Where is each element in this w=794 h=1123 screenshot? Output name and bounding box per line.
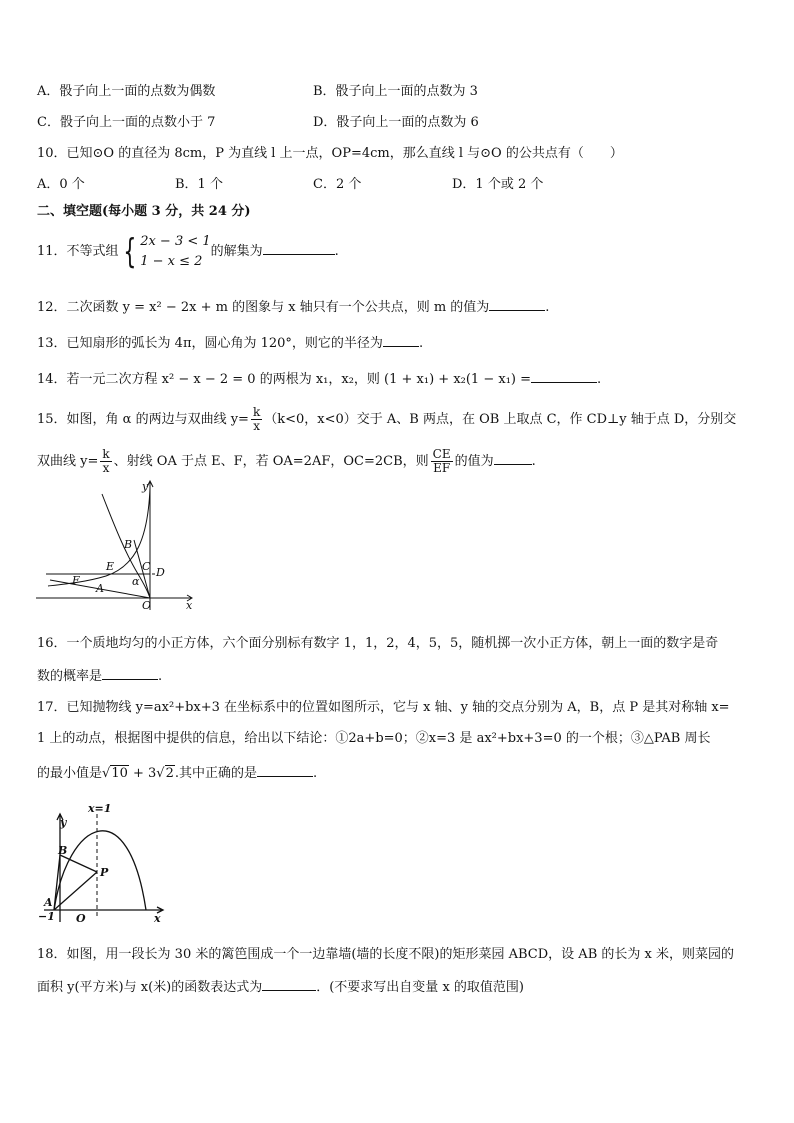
fig15-label-a: A bbox=[96, 582, 104, 595]
q15-fraction-k-x-2: $\frac{k}{x}$ bbox=[102, 447, 110, 475]
q17-sqrt-2: 2 bbox=[165, 766, 174, 781]
q10-option-a: A．0 个 bbox=[37, 177, 85, 192]
q12: 12．二次函数 y = x² − 2x + m 的图象与 x 轴只有一个公共点，则 m 的值为 . bbox=[37, 296, 549, 318]
fig15-label-d: D bbox=[156, 566, 165, 579]
q15-text-2b: 、射线 OA 于点 E、F，若 OA=2AF，OC=2CB，则 bbox=[113, 454, 429, 469]
fig15-label-alpha: α bbox=[132, 575, 140, 588]
q15-text-1b: （k<0，x<0）交于 A、B 两点，在 OB 上取点 C，作 CD⊥y 轴于点 D，分别交 bbox=[264, 412, 737, 427]
q18-line2 bbox=[37, 976, 524, 998]
q15-answer-blank[interactable] bbox=[494, 450, 532, 465]
q13-text: 13．已知扇形的弧长为 4π，圆心角为 120°，则它的半径为 bbox=[37, 336, 383, 351]
fig17-label-x1: x=1 bbox=[88, 802, 112, 815]
q17-answer-blank[interactable] bbox=[257, 762, 313, 777]
fig17-label-b: B bbox=[58, 844, 68, 857]
q9-option-c: C．骰子向上一面的点数小于 7 bbox=[37, 115, 216, 130]
q15-text-2c: 的值为 bbox=[454, 454, 494, 469]
q18-text-2b: ．(不要求写出自变量 x 的取值范围) bbox=[316, 980, 524, 995]
q15-figure bbox=[36, 478, 200, 614]
q11: 11．不等式组 { 2x − 3 < 1 1 − x ≤ 2 的解集为 . bbox=[37, 231, 339, 272]
q16-answer-blank[interactable] bbox=[102, 665, 158, 680]
q15-text-1a: 15．如图，角 α 的两边与双曲线 y= bbox=[37, 412, 249, 427]
q11-row1: 2x − 3 < 1 bbox=[140, 233, 211, 249]
q17-figure bbox=[38, 800, 178, 924]
q15-line1 bbox=[37, 400, 736, 440]
section-heading: 二、填空题(每小题 3 分，共 24 分) bbox=[37, 204, 251, 219]
fig15-label-o: O bbox=[142, 599, 152, 612]
fig17-label-minus1: −1 bbox=[38, 910, 55, 923]
q10-option-d: D．1 个或 2 个 bbox=[452, 177, 544, 192]
q18-line1: 18．如图，用一段长为 30 米的篱笆围成一个一边靠墙(墙的长度不限)的矩形菜园 ABCD，设 AB 的长为 x 米，则菜园的 bbox=[37, 947, 734, 962]
q10-text: 10．已知⊙O 的直径为 8cm，P 为直线 l 上一点，OP=4cm，那么直线 l 与⊙O 的公共点有（ ） bbox=[37, 146, 623, 161]
q15-text-2a: 双曲线 y= bbox=[37, 454, 99, 469]
q17-plus-3: + 3 bbox=[133, 766, 157, 781]
q16-text-2: 数的概率是 bbox=[37, 669, 103, 684]
q17-sqrt-10: 10 bbox=[111, 766, 128, 781]
fig17-label-o: O bbox=[76, 912, 86, 924]
q11-post: 的解集为 bbox=[210, 244, 263, 259]
q17-line1: 17．已知抛物线 y=ax²+bx+3 在坐标系中的位置如图所示，它与 x 轴、y 轴的交点分别为 A，B，点 P 是其对称轴 x= bbox=[37, 700, 730, 715]
q11-pre: 11．不等式组 bbox=[37, 244, 119, 259]
q14: 14．若一元二次方程 x² − x − 2 = 0 的两根为 x₁，x₂，则 (1 + x₁) + x₂(1 − x₁) = . bbox=[37, 368, 601, 390]
fig17-label-y: y bbox=[60, 816, 67, 829]
q17-line3: 的最小值是√10 + 3√2.其中正确的是 . bbox=[37, 762, 317, 784]
q15-fraction-k-x: $\frac{k}{x}$ bbox=[252, 405, 261, 433]
q12-answer-blank[interactable] bbox=[489, 296, 545, 311]
q11-answer-blank[interactable] bbox=[263, 240, 335, 255]
q12-text: 12．二次函数 y = x² − 2x + m 的图象与 x 轴只有一个公共点，则 m 的值为 bbox=[37, 300, 490, 315]
q10-option-c: C．2 个 bbox=[313, 177, 362, 192]
fig15-label-e: E bbox=[106, 560, 115, 573]
fig15-label-f: F bbox=[72, 574, 80, 587]
q16-line2: 数的概率是 . bbox=[37, 665, 162, 687]
q9-option-a: A．骰子向上一面的点数为偶数 bbox=[37, 84, 216, 99]
q11-system: { 2x − 3 < 1 1 − x ≤ 2 bbox=[122, 231, 211, 272]
q9-option-d: D．骰子向上一面的点数为 6 bbox=[313, 115, 479, 130]
q15-fraction-ce-ef: $\frac{CE}{EF}$ bbox=[432, 447, 451, 475]
q13-answer-blank[interactable] bbox=[383, 332, 419, 347]
fig15-label-c: C bbox=[142, 560, 151, 573]
q18-text-2a: 面积 y(平方米)与 x(米)的函数表达式为 bbox=[37, 980, 263, 995]
fig15-label-y: y bbox=[142, 480, 149, 493]
q14-answer-blank[interactable] bbox=[531, 368, 597, 383]
q17-line2: 1 上的动点，根据图中提供的信息，给出以下结论：①2a+b=0；②x=3 是 ax²+bx+3=0 的一个根；③△PAB 周长 bbox=[37, 731, 711, 746]
q15-line2: 双曲线 y= $\frac{k}{x}$ 、射线 OA 于点 E、F，若 OA=2AF，OC=2CB，则 $\frac{CE}{EF}$ 的值为 . bbox=[37, 447, 536, 475]
fig17-label-a: A bbox=[44, 896, 53, 909]
q14-text: 14．若一元二次方程 x² − x − 2 = 0 的两根为 x₁，x₂，则 (1 + x₁) + x₂(1 − x₁) = bbox=[37, 372, 532, 387]
q17-text-3b: .其中正确的是 bbox=[174, 766, 258, 781]
fig17-label-p: P bbox=[100, 866, 109, 879]
fig15-label-x: x bbox=[186, 599, 193, 612]
q18-answer-blank[interactable] bbox=[262, 976, 316, 991]
q13: 13．已知扇形的弧长为 4π，圆心角为 120°，则它的半径为 . bbox=[37, 332, 423, 354]
q16-line1: 16．一个质地均匀的小正方体，六个面分别标有数字 1，1，2，4，5，5，随机掷一次小正方体，朝上一面的数字是奇 bbox=[37, 636, 719, 651]
fig15-label-b: B bbox=[124, 538, 133, 551]
q17-text-3a: 的最小值是 bbox=[37, 766, 103, 781]
q9-option-b: B．骰子向上一面的点数为 3 bbox=[313, 84, 478, 99]
fig17-label-x: x bbox=[154, 912, 161, 924]
q11-row2: 1 − x ≤ 2 bbox=[140, 253, 203, 269]
q10-option-b: B．1 个 bbox=[175, 177, 223, 192]
